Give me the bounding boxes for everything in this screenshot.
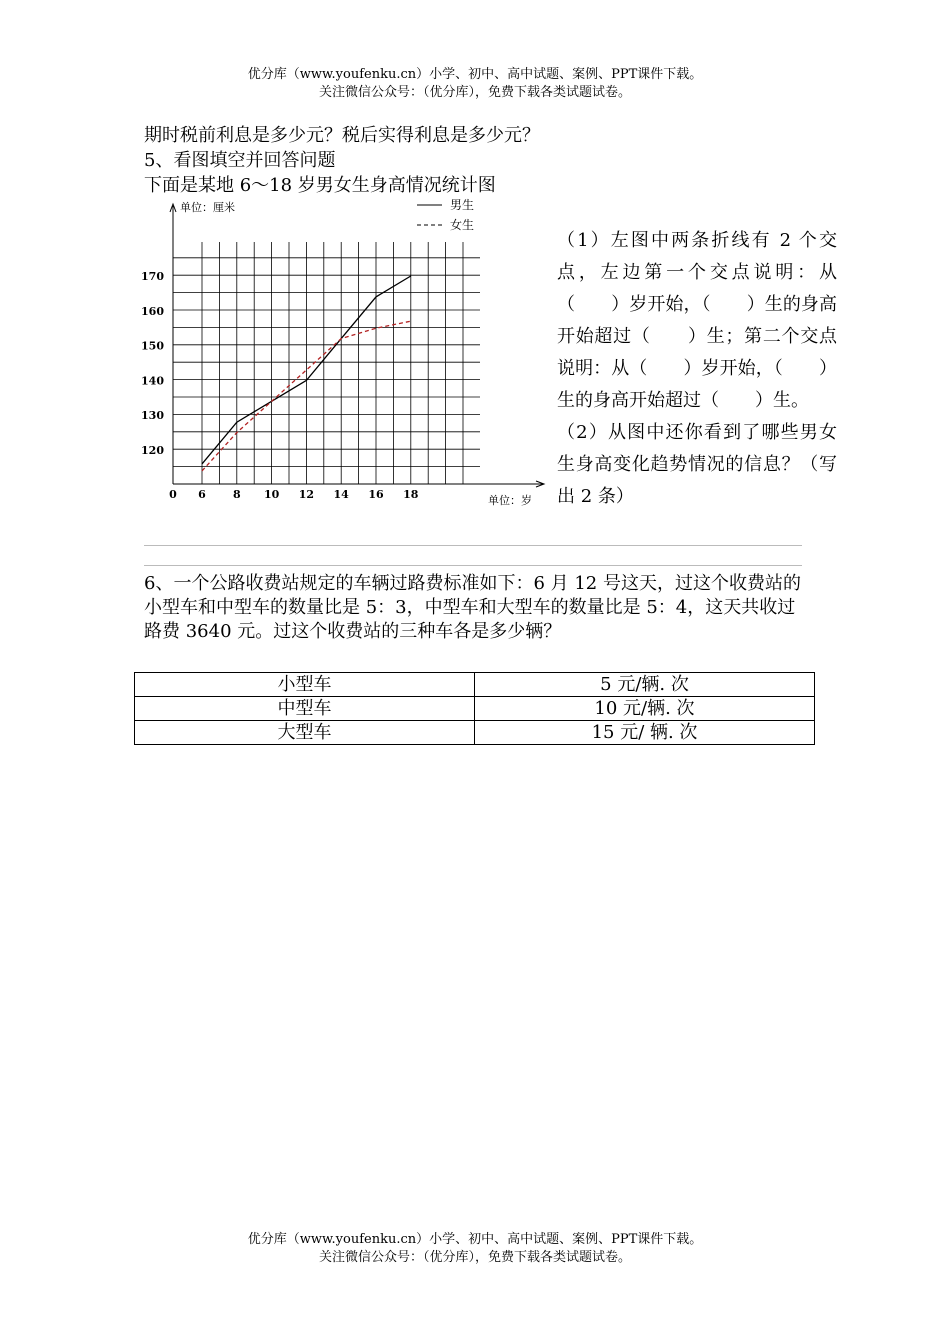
legend-girls-label: 女生	[450, 218, 475, 232]
x-tick-label: 18	[403, 488, 419, 501]
q5-part-1: （1）左图中两条折线有 2 个交点，左边第一个交点说明：从（ ）岁开始，（ ）生的身高开始超过（ ）生；第二个交点说明：从（ ）岁开始，（ ）生的身高开始超过（ ）生。	[557, 230, 837, 411]
q5-description: 下面是某地 6～18 岁男女生身高情况统计图	[144, 175, 496, 196]
x-tick-label: 14	[333, 488, 349, 501]
y-tick-label: 130	[141, 409, 164, 423]
height-line-chart	[140, 196, 550, 516]
y-axis-label: 单位：厘米	[180, 201, 235, 214]
fee-cell: 5 元/辆. 次	[475, 673, 815, 697]
q6-text: 6、一个公路收费站规定的车辆过路费标准如下：6 月 12 号这天，过这个收费站的小型车和中型车的数量比是 5：3，中型车和大型车的数量比是 5：4，这天共收过路费 3640 元。过这个收费站的三种车各是多少辆？	[144, 573, 801, 642]
chart-grid	[173, 242, 480, 484]
q6-block	[144, 572, 808, 644]
x-tick-label: 0	[169, 488, 177, 501]
y-tick-label: 150	[141, 339, 164, 353]
vehicle-type-cell: 小型车	[135, 673, 475, 697]
table-row	[135, 721, 815, 745]
header-line-2: 关注微信公众号：（优分库），免费下载各类试题试卷。	[318, 85, 631, 100]
answer-line-2[interactable]	[144, 565, 802, 566]
vehicle-type-cell: 中型车	[135, 697, 475, 721]
x-axis-label: 单位：岁	[488, 494, 532, 507]
q5-questions	[557, 225, 837, 513]
fee-cell: 10 元/辆. 次	[475, 697, 815, 721]
table-row	[135, 673, 815, 697]
legend-boys-label: 男生	[450, 198, 475, 212]
q5-part-2: （2）从图中还你看到了哪些男女生身高变化趋势情况的信息？（写出 2 条）	[557, 422, 837, 507]
x-tick-label: 10	[263, 488, 280, 501]
table-row	[135, 697, 815, 721]
vehicle-type-cell: 大型车	[135, 721, 475, 745]
y-tick-label: 140	[141, 374, 164, 388]
y-tick-label: 160	[141, 304, 164, 318]
q5-title: 5、看图填空并回答问题	[144, 150, 336, 171]
footer-line-2: 关注微信公众号：（优分库），免费下载各类试题试卷。	[318, 1250, 631, 1265]
x-tick-label: 16	[368, 488, 384, 501]
x-tick-label: 6	[198, 488, 206, 501]
footer-line-1: 优分库（www.youfenku.cn）小学、初中、高中试题、案例、PPT课件下载。	[247, 1232, 703, 1247]
fee-table	[134, 672, 815, 745]
header-line-1: 优分库（www.youfenku.cn）小学、初中、高中试题、案例、PPT课件下载。	[247, 67, 703, 82]
chart-legend	[417, 197, 474, 232]
fee-cell: 15 元/ 辆. 次	[475, 721, 815, 745]
y-tick-label: 120	[141, 444, 164, 457]
answer-line-1[interactable]	[144, 545, 802, 546]
y-tick-label: 170	[141, 270, 164, 283]
x-tick-label: 8	[232, 488, 241, 501]
page-footer	[0, 1231, 950, 1267]
x-tick-label: 12	[298, 488, 315, 501]
page-header	[0, 66, 950, 102]
continued-question-line: 期时税前利息是多少元？税后实得利息是多少元？	[144, 125, 540, 146]
